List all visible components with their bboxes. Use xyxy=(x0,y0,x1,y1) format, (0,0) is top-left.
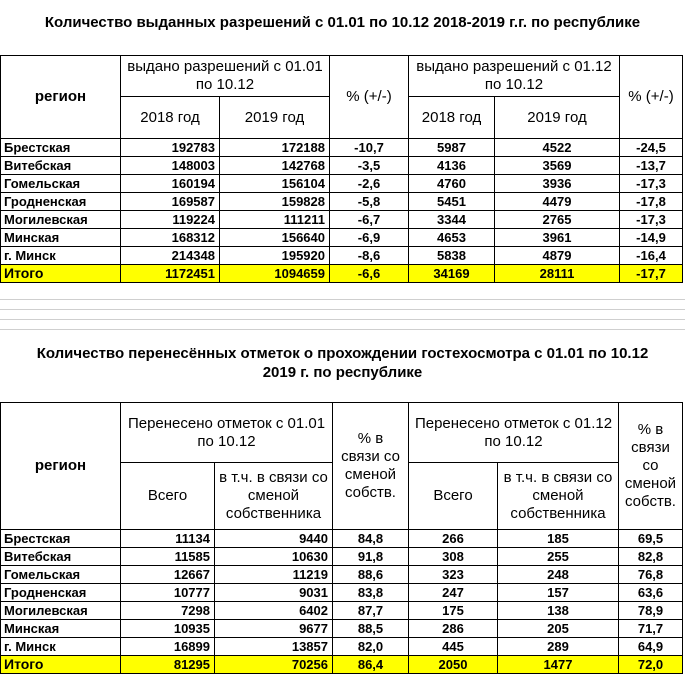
value-cell: 84,8 xyxy=(333,530,409,548)
value-cell: 3344 xyxy=(409,211,495,229)
region-name-cell: Гродненская xyxy=(1,584,121,602)
value-cell: 76,8 xyxy=(619,566,683,584)
value-cell: 148003 xyxy=(121,157,220,175)
value-cell: 156104 xyxy=(220,175,330,193)
table1-title: Количество выданных разрешений с 01.01 по 10.12 2018-2019 г.г. по республике xyxy=(44,14,641,31)
region-name-cell: Брестская xyxy=(1,139,121,157)
value-cell: -14,9 xyxy=(620,229,683,247)
year-2018-header-b: 2018 год xyxy=(409,97,495,139)
total-value-cell: 70256 xyxy=(215,656,333,674)
value-cell: 10777 xyxy=(121,584,215,602)
value-cell: -2,6 xyxy=(330,175,409,193)
table-row xyxy=(1,193,683,211)
value-cell: 205 xyxy=(498,620,619,638)
value-cell: 169587 xyxy=(121,193,220,211)
value-cell: 156640 xyxy=(220,229,330,247)
value-cell: 6402 xyxy=(215,602,333,620)
value-cell: -13,7 xyxy=(620,157,683,175)
value-cell: 5451 xyxy=(409,193,495,211)
total-label-cell: Итого xyxy=(1,656,121,674)
owner-change-header-2: в т.ч. в связи со сменой собственника xyxy=(498,463,619,530)
group-header-0101-b: Перенесено отметок с 01.01 по 10.12 xyxy=(121,403,333,463)
total-value-cell: 34169 xyxy=(409,265,495,283)
value-cell: 266 xyxy=(409,530,498,548)
region-header: регион xyxy=(1,56,121,139)
value-cell: -6,7 xyxy=(330,211,409,229)
year-2018-header: 2018 год xyxy=(121,97,220,139)
value-cell: 248 xyxy=(498,566,619,584)
value-cell: 9031 xyxy=(215,584,333,602)
inspection-marks-table xyxy=(0,402,683,674)
value-cell: 4760 xyxy=(409,175,495,193)
total-value-cell: 72,0 xyxy=(619,656,683,674)
table-row xyxy=(1,229,683,247)
table-row xyxy=(1,566,683,584)
total-value-cell: -6,6 xyxy=(330,265,409,283)
value-cell: 142768 xyxy=(220,157,330,175)
owner-pct-header-1: % в связи со сменой собств. xyxy=(333,403,409,530)
total-value-cell: 1477 xyxy=(498,656,619,674)
value-cell: 172188 xyxy=(220,139,330,157)
total-value-cell: 1094659 xyxy=(220,265,330,283)
total-value-cell: -17,7 xyxy=(620,265,683,283)
pct-header-1: % (+/-) xyxy=(330,56,409,139)
total-label-cell: Итого xyxy=(1,265,121,283)
value-cell: -17,3 xyxy=(620,175,683,193)
region-name-cell: Минская xyxy=(1,229,121,247)
table-row xyxy=(1,620,683,638)
permits-table xyxy=(0,55,683,283)
value-cell: -17,3 xyxy=(620,211,683,229)
value-cell: 138 xyxy=(498,602,619,620)
table-row xyxy=(1,548,683,566)
value-cell: 63,6 xyxy=(619,584,683,602)
value-cell: 12667 xyxy=(121,566,215,584)
table2-title-line2: 2019 г. по республике xyxy=(262,364,423,381)
value-cell: 5838 xyxy=(409,247,495,265)
value-cell: 214348 xyxy=(121,247,220,265)
value-cell: 4479 xyxy=(495,193,620,211)
value-cell: 9440 xyxy=(215,530,333,548)
value-cell: 13857 xyxy=(215,638,333,656)
value-cell: 289 xyxy=(498,638,619,656)
total-value-cell: 28111 xyxy=(495,265,620,283)
group-header-0101: выдано разрешений с 01.01 по 10.12 xyxy=(121,56,330,97)
table-row xyxy=(1,139,683,157)
value-cell: 5987 xyxy=(409,139,495,157)
value-cell: 175 xyxy=(409,602,498,620)
table-row xyxy=(1,157,683,175)
value-cell: 11134 xyxy=(121,530,215,548)
region-name-cell: Минская xyxy=(1,620,121,638)
total-header-2: Всего xyxy=(409,463,498,530)
total-value-cell: 81295 xyxy=(121,656,215,674)
value-cell: 83,8 xyxy=(333,584,409,602)
spacer-rows xyxy=(0,290,685,330)
region-header-2: регион xyxy=(1,403,121,530)
table2-title-line1: Количество перенесённых отметок о прохождении гостехосмотра с 01.01 по 10.12 xyxy=(36,345,649,362)
owner-change-header-1: в т.ч. в связи со сменой собственника xyxy=(215,463,333,530)
value-cell: 4136 xyxy=(409,157,495,175)
value-cell: 185 xyxy=(498,530,619,548)
group-header-0112-b: Перенесено отметок с 01.12 по 10.12 xyxy=(409,403,619,463)
value-cell: -17,8 xyxy=(620,193,683,211)
total-value-cell: 1172451 xyxy=(121,265,220,283)
value-cell: 160194 xyxy=(121,175,220,193)
value-cell: 88,5 xyxy=(333,620,409,638)
value-cell: 88,6 xyxy=(333,566,409,584)
value-cell: 4522 xyxy=(495,139,620,157)
region-name-cell: Гомельская xyxy=(1,566,121,584)
value-cell: 10935 xyxy=(121,620,215,638)
value-cell: 3569 xyxy=(495,157,620,175)
value-cell: -16,4 xyxy=(620,247,683,265)
value-cell: 7298 xyxy=(121,602,215,620)
value-cell: 2765 xyxy=(495,211,620,229)
value-cell: 78,9 xyxy=(619,602,683,620)
region-name-cell: г. Минск xyxy=(1,638,121,656)
value-cell: 308 xyxy=(409,548,498,566)
value-cell: 255 xyxy=(498,548,619,566)
value-cell: 157 xyxy=(498,584,619,602)
value-cell: 87,7 xyxy=(333,602,409,620)
total-row xyxy=(1,265,683,283)
value-cell: 192783 xyxy=(121,139,220,157)
total-value-cell: 86,4 xyxy=(333,656,409,674)
region-name-cell: Витебская xyxy=(1,548,121,566)
table-row xyxy=(1,602,683,620)
region-name-cell: Витебская xyxy=(1,157,121,175)
value-cell: 323 xyxy=(409,566,498,584)
value-cell: -24,5 xyxy=(620,139,683,157)
value-cell: 64,9 xyxy=(619,638,683,656)
value-cell: -3,5 xyxy=(330,157,409,175)
owner-pct-header-2: % в связи со сменой собств. xyxy=(619,403,683,530)
value-cell: 82,8 xyxy=(619,548,683,566)
value-cell: 10630 xyxy=(215,548,333,566)
value-cell: 4879 xyxy=(495,247,620,265)
total-row xyxy=(1,656,683,674)
value-cell: 195920 xyxy=(220,247,330,265)
value-cell: 11585 xyxy=(121,548,215,566)
region-name-cell: Брестская xyxy=(1,530,121,548)
total-header-1: Всего xyxy=(121,463,215,530)
value-cell: 119224 xyxy=(121,211,220,229)
value-cell: 9677 xyxy=(215,620,333,638)
region-name-cell: Гомельская xyxy=(1,175,121,193)
value-cell: 445 xyxy=(409,638,498,656)
pct-header-2: % (+/-) xyxy=(620,56,683,139)
year-2019-header-b: 2019 год xyxy=(495,97,620,139)
year-2019-header: 2019 год xyxy=(220,97,330,139)
value-cell: 3961 xyxy=(495,229,620,247)
value-cell: 69,5 xyxy=(619,530,683,548)
value-cell: 4653 xyxy=(409,229,495,247)
value-cell: 111211 xyxy=(220,211,330,229)
value-cell: 159828 xyxy=(220,193,330,211)
region-name-cell: Могилевская xyxy=(1,211,121,229)
value-cell: -5,8 xyxy=(330,193,409,211)
value-cell: 286 xyxy=(409,620,498,638)
total-value-cell: 2050 xyxy=(409,656,498,674)
value-cell: -6,9 xyxy=(330,229,409,247)
value-cell: 3936 xyxy=(495,175,620,193)
table-row xyxy=(1,530,683,548)
value-cell: 82,0 xyxy=(333,638,409,656)
value-cell: 247 xyxy=(409,584,498,602)
table-row xyxy=(1,638,683,656)
value-cell: 168312 xyxy=(121,229,220,247)
value-cell: 91,8 xyxy=(333,548,409,566)
value-cell: -8,6 xyxy=(330,247,409,265)
region-name-cell: Гродненская xyxy=(1,193,121,211)
region-name-cell: г. Минск xyxy=(1,247,121,265)
table-row xyxy=(1,584,683,602)
table-row xyxy=(1,175,683,193)
table-row xyxy=(1,211,683,229)
value-cell: 71,7 xyxy=(619,620,683,638)
group-header-0112: выдано разрешений с 01.12 по 10.12 xyxy=(409,56,620,97)
value-cell: 11219 xyxy=(215,566,333,584)
region-name-cell: Могилевская xyxy=(1,602,121,620)
value-cell: -10,7 xyxy=(330,139,409,157)
table-row xyxy=(1,247,683,265)
value-cell: 16899 xyxy=(121,638,215,656)
